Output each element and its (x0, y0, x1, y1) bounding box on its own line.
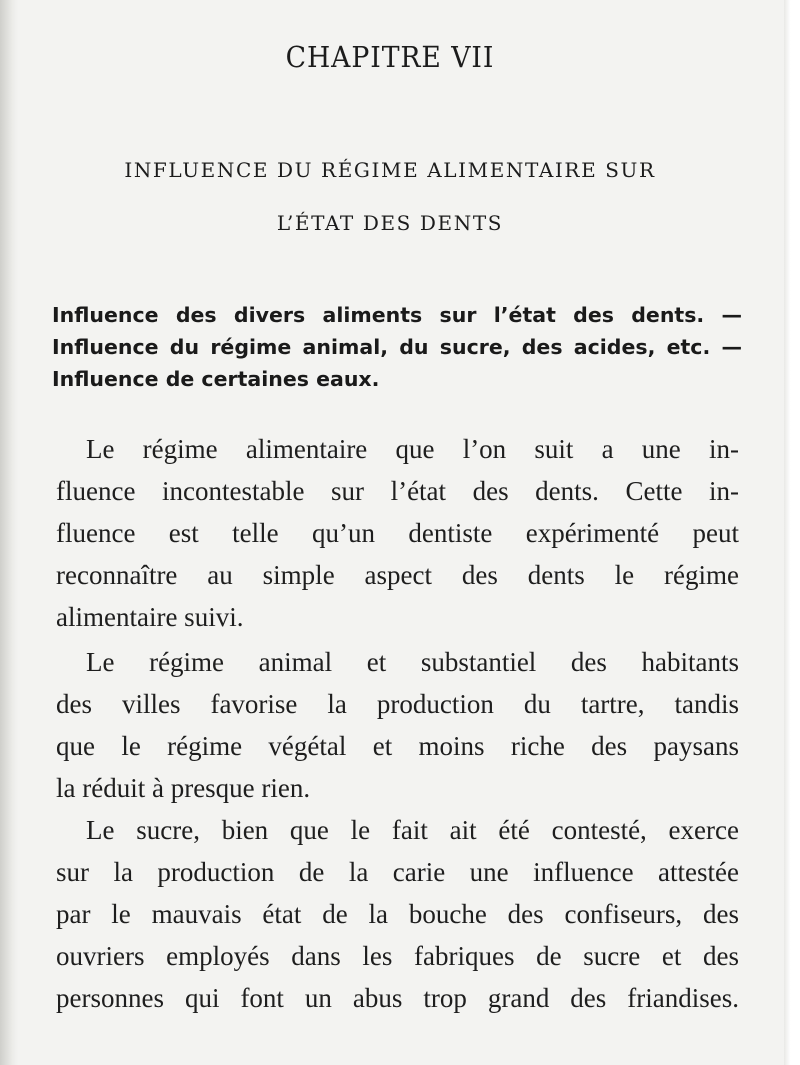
page-right-edge (784, 0, 800, 1065)
body-text-line: reconnaître au simple aspect des dents le régime (56, 560, 739, 590)
body-text-line: Le sucre, bien que le fait ait été contesté, exerce (86, 815, 739, 845)
body-text-line: ouvriers employés dans les fabriques de sucre et des (56, 941, 739, 971)
chapter-heading: CHAPITRE VII (285, 40, 495, 74)
body-text-line: Le régime animal et substantiel des habitants (86, 647, 739, 677)
body-text-line: que le régime végétal et moins riche des paysans (56, 731, 739, 761)
chapter-title-line-2: L’ÉTAT DES DENTS (276, 211, 504, 235)
chapter-title-line-1: INFLUENCE DU RÉGIME ALIMENTAIRE SUR (124, 158, 656, 182)
body-text-line: fluence est telle qu’un dentiste expérimenté peut (56, 518, 739, 548)
chapter-summary: Influence des divers aliments sur l’état des dents. — Influence du régime animal, du sucre, des acides, etc. — Influence de certaines eaux. (52, 303, 742, 391)
body-text-line: la réduit à presque rien. (56, 773, 311, 803)
body-text-line: fluence incontestable sur l’état des dents. Cette in- (56, 476, 739, 506)
body-text-line: des villes favorise la production du tartre, tandis (56, 689, 739, 719)
body-text-line: par le mauvais état de la bouche des confiseurs, des (56, 899, 739, 929)
body-text-line: alimentaire suivi. (56, 602, 244, 632)
body-text-line: sur la production de la carie une influence attestée (56, 857, 739, 887)
body-text-line: personnes qui font un abus trop grand des friandises. (56, 983, 739, 1013)
body-text-line: Le régime alimentaire que l’on suit a une in- (86, 434, 739, 464)
